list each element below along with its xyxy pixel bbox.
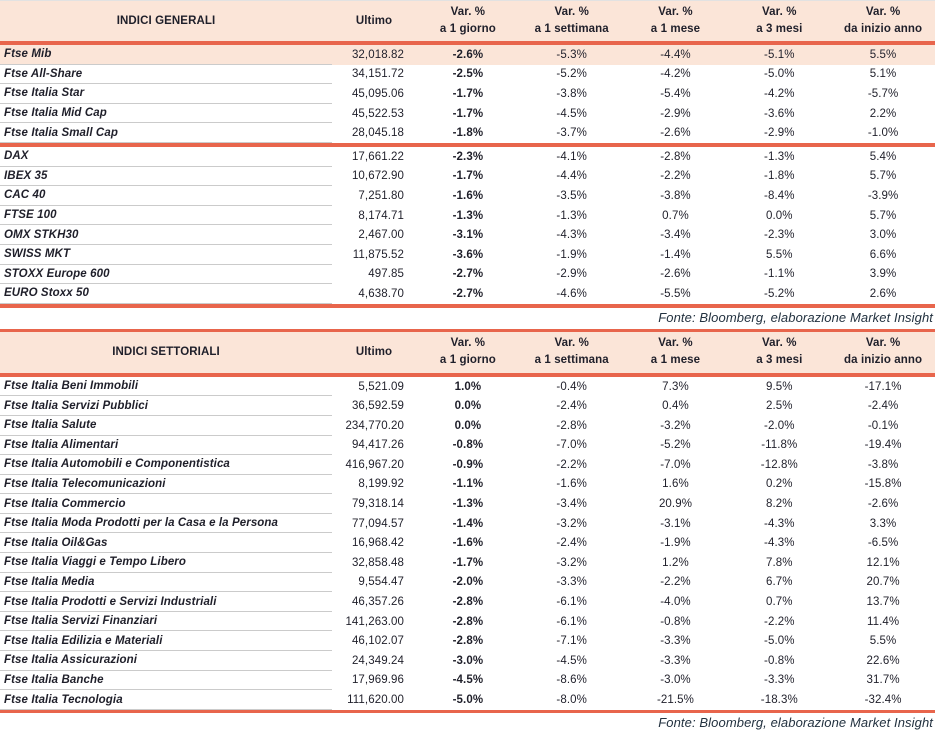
col-header-var — [727, 1, 831, 41]
var-value: 5.5% — [869, 635, 897, 648]
var-value: -3.1% — [660, 517, 691, 530]
table-header-row — [0, 332, 935, 373]
var-value: -4.1% — [556, 150, 587, 163]
index-name: Ftse Italia Servizi Finanziari — [0, 612, 332, 632]
source-note: Fonte: Bloomberg, elaborazione Market Insight — [658, 714, 933, 730]
table-row — [0, 533, 935, 553]
col-header-var-line1: Var. % — [762, 5, 797, 18]
var-value: -2.4% — [556, 537, 587, 550]
col-header-var-line2: da inizio anno — [844, 354, 923, 367]
var-value: -1.7% — [452, 107, 484, 120]
ultimo-value: 2,467.00 — [358, 229, 404, 242]
var-value: -7.1% — [556, 635, 587, 648]
ultimo-value: 10,672.90 — [351, 170, 404, 183]
var-value: -3.1% — [452, 229, 484, 242]
ultimo-value: 416,967.20 — [345, 458, 404, 471]
var-value: -5.0% — [452, 694, 484, 707]
var-value: -2.6% — [867, 498, 899, 511]
var-value: -4.4% — [660, 48, 691, 61]
table-row — [0, 553, 935, 573]
var-value: 0.7% — [765, 596, 793, 609]
var-value: 20.9% — [658, 498, 693, 511]
var-value: -2.3% — [452, 150, 484, 163]
var-value: -4.3% — [556, 229, 587, 242]
var-value: 12.1% — [866, 556, 900, 569]
col-header-var — [624, 1, 728, 41]
ultimo-value: 45,522.53 — [351, 107, 404, 120]
index-name: Ftse Italia Alimentari — [0, 436, 332, 456]
var-value: -7.0% — [660, 458, 691, 471]
var-value: -2.8% — [660, 150, 691, 163]
var-value: -1.6% — [452, 189, 484, 202]
var-value: -0.8% — [660, 615, 691, 628]
table-header-row — [0, 0, 935, 41]
table-row — [0, 514, 935, 534]
var-value: -5.2% — [764, 287, 795, 300]
var-value: -8.4% — [764, 189, 795, 202]
var-value: -1.9% — [660, 537, 691, 550]
index-name: Ftse Italia Servizi Pubblici — [0, 396, 332, 416]
source-note: Fonte: Bloomberg, elaborazione Market Insight — [658, 309, 933, 325]
var-value: -1.8% — [764, 170, 795, 183]
col-header-var-line2: a 3 mesi — [756, 354, 803, 367]
var-value: -3.8% — [867, 458, 899, 471]
index-name: Ftse Italia Commercio — [0, 494, 332, 514]
ultimo-value: 4,638.70 — [358, 287, 404, 300]
var-value: -2.7% — [452, 287, 484, 300]
var-value: -1.6% — [556, 478, 587, 491]
var-value: 2.6% — [869, 287, 897, 300]
var-value: 31.7% — [866, 674, 900, 687]
col-header-var-line1: Var. % — [658, 5, 693, 18]
index-name: Ftse Mib — [0, 45, 332, 65]
table-row — [0, 65, 935, 85]
var-value: -6.5% — [867, 537, 899, 550]
var-value: -2.9% — [556, 268, 587, 281]
var-value: 5.4% — [869, 150, 897, 163]
var-value: 5.5% — [869, 48, 897, 61]
var-value: 2.2% — [869, 107, 897, 120]
var-value: -2.2% — [556, 458, 587, 471]
ultimo-value: 111,620.00 — [347, 694, 404, 707]
ultimo-value: 8,174.71 — [358, 209, 404, 222]
table-title: INDICI SETTORIALI — [112, 346, 220, 359]
ultimo-value: 94,417.26 — [351, 439, 404, 452]
var-value: -2.0% — [764, 419, 795, 432]
index-name: Ftse Italia Viaggi e Tempo Libero — [0, 553, 332, 573]
table-row — [0, 225, 935, 245]
var-value: 3.0% — [869, 229, 897, 242]
var-value: -2.9% — [660, 107, 691, 120]
var-value: -5.7% — [867, 87, 899, 100]
index-name: Ftse Italia Assicurazioni — [0, 651, 332, 671]
ultimo-value: 46,102.07 — [351, 635, 404, 648]
table-row — [0, 84, 935, 104]
var-value: -5.2% — [660, 439, 691, 452]
var-value: -1.4% — [452, 517, 484, 530]
col-header-var — [416, 332, 520, 373]
table-row — [0, 245, 935, 265]
table-row — [0, 167, 935, 187]
table-row — [0, 573, 935, 593]
var-value: -3.0% — [452, 654, 484, 667]
table-row — [0, 45, 935, 65]
index-name: Ftse Italia Moda Prodotti per la Casa e la Persona — [0, 514, 332, 534]
var-value: -19.4% — [864, 439, 902, 452]
var-value: -4.5% — [556, 654, 587, 667]
var-value: -4.4% — [556, 170, 587, 183]
ultimo-value: 7,251.80 — [358, 189, 404, 202]
var-value: -1.1% — [764, 268, 795, 281]
table-row — [0, 494, 935, 514]
index-name: Ftse All-Share — [0, 65, 332, 85]
var-value: -5.5% — [660, 287, 691, 300]
var-value: -2.8% — [452, 615, 484, 628]
ultimo-value: 9,554.47 — [358, 576, 404, 589]
var-value: -1.3% — [452, 209, 484, 222]
var-value: -2.8% — [452, 635, 484, 648]
index-name: SWISS MKT — [0, 245, 332, 265]
index-name: Ftse Italia Media — [0, 573, 332, 593]
ultimo-value: 11,875.52 — [352, 248, 404, 261]
var-value: -2.4% — [556, 400, 587, 413]
var-value: -2.6% — [660, 127, 691, 140]
ultimo-value: 28,045.18 — [351, 127, 404, 140]
index-name: Ftse Italia Tecnologia — [0, 690, 332, 710]
col-header-var — [520, 1, 624, 41]
ultimo-value: 32,018.82 — [351, 48, 404, 61]
index-name: IBEX 35 — [0, 167, 332, 187]
var-value: -2.4% — [867, 400, 899, 413]
var-value: 0.0% — [765, 209, 793, 222]
col-header-var-line2: a 1 mese — [650, 354, 701, 367]
ultimo-value: 16,968.42 — [351, 537, 404, 550]
var-value: -11.8% — [761, 439, 798, 452]
table-row — [0, 377, 935, 397]
index-name: Ftse Italia Salute — [0, 416, 332, 436]
var-value: -2.3% — [764, 229, 795, 242]
table-row — [0, 455, 935, 475]
var-value: -1.1% — [452, 478, 484, 491]
var-value: 3.3% — [869, 517, 897, 530]
index-name: Ftse Italia Telecomunicazioni — [0, 475, 332, 495]
col-header-var-line1: Var. % — [762, 337, 797, 349]
table-row — [0, 396, 935, 416]
var-value: -18.3% — [760, 694, 798, 707]
var-value: -4.3% — [764, 517, 795, 530]
ultimo-value: 234,770.20 — [345, 419, 404, 432]
var-value: 5.5% — [765, 248, 793, 261]
var-value: -3.2% — [556, 517, 587, 530]
var-value: -1.4% — [660, 248, 691, 261]
var-value: -5.0% — [764, 635, 795, 648]
ultimo-value: 497.85 — [368, 268, 404, 281]
ultimo-value: 77,094.57 — [351, 517, 404, 530]
var-value: 7.3% — [662, 380, 689, 393]
table-title: INDICI GENERALI — [116, 15, 216, 27]
var-value: -2.2% — [660, 170, 691, 183]
var-value: -2.6% — [660, 268, 691, 281]
var-value: 7.8% — [765, 556, 793, 569]
table-indici-settoriali — [0, 329, 935, 734]
var-value: -1.3% — [556, 209, 587, 222]
table-row — [0, 592, 935, 612]
index-name: Ftse Italia Prodotti e Servizi Industriali — [0, 592, 332, 612]
var-value: -4.5% — [556, 107, 587, 120]
table-row — [0, 436, 935, 456]
table-row — [0, 206, 935, 226]
col-header-ultimo: Ultimo — [355, 15, 393, 27]
var-value: -7.0% — [556, 439, 587, 452]
index-name: Ftse Italia Small Cap — [0, 123, 332, 143]
table-row — [0, 671, 935, 691]
col-header-var — [624, 332, 728, 373]
col-header-var-line1: Var. % — [450, 5, 486, 18]
index-name: Ftse Italia Star — [0, 84, 332, 104]
var-value: 0.4% — [662, 400, 689, 413]
table-row — [0, 123, 935, 143]
var-value: -21.5% — [656, 694, 695, 707]
index-name: Ftse Italia Banche — [0, 671, 332, 691]
var-value: -5.2% — [556, 68, 587, 81]
index-name: Ftse Italia Oil&Gas — [0, 533, 332, 553]
var-value: -3.8% — [660, 189, 691, 202]
col-header-var-line1: Var. % — [554, 5, 589, 18]
var-value: 13.7% — [866, 596, 900, 609]
var-value: -3.5% — [556, 189, 587, 202]
col-header-var — [831, 332, 935, 373]
var-value: -2.8% — [556, 419, 587, 432]
col-header-var-line2: a 1 mese — [650, 23, 701, 35]
var-value: -6.1% — [556, 596, 587, 609]
index-name: Ftse Italia Mid Cap — [0, 104, 332, 124]
var-value: -3.6% — [452, 248, 484, 261]
var-value: 2.5% — [765, 400, 793, 413]
var-value: 1.2% — [662, 556, 689, 569]
col-header-var-line1: Var. % — [658, 337, 693, 349]
ultimo-value: 34,151.72 — [351, 68, 404, 81]
var-value: -4.2% — [764, 87, 795, 100]
var-value: -0.4% — [556, 380, 587, 393]
index-name: Ftse Italia Beni Immobili — [0, 377, 332, 397]
col-header-var-line1: Var. % — [450, 337, 486, 349]
ultimo-value: 141,263.00 — [345, 615, 404, 628]
var-value: -1.9% — [556, 248, 587, 261]
var-value: 5.7% — [869, 170, 897, 183]
col-header-var-line1: Var. % — [865, 5, 901, 18]
index-name: DAX — [0, 147, 332, 167]
ultimo-value: 32,858.48 — [351, 556, 404, 569]
var-value: -1.3% — [452, 498, 484, 511]
var-value: -3.7% — [556, 127, 587, 140]
var-value: -32.4% — [864, 694, 902, 707]
var-value: -2.7% — [452, 268, 484, 281]
var-value: -3.0% — [660, 674, 691, 687]
ultimo-value: 46,357.26 — [351, 596, 404, 609]
var-value: -3.2% — [556, 556, 587, 569]
ultimo-value: 45,095.06 — [351, 87, 404, 100]
var-value: -8.0% — [556, 694, 587, 707]
var-value: -2.2% — [660, 576, 691, 589]
var-value: -4.5% — [452, 674, 484, 687]
table-row — [0, 475, 935, 495]
var-value: -5.0% — [764, 68, 795, 81]
var-value: -2.6% — [452, 48, 484, 61]
var-value: -4.3% — [764, 537, 795, 550]
var-value: 0.2% — [765, 478, 793, 491]
var-value: -2.8% — [452, 596, 484, 609]
ultimo-value: 17,969.96 — [351, 674, 404, 687]
col-header-var-line2: da inizio anno — [844, 23, 923, 35]
var-value: -1.7% — [452, 170, 484, 183]
table-body — [0, 45, 935, 304]
table-row — [0, 631, 935, 651]
col-header-ultimo: Ultimo — [355, 346, 393, 359]
col-header-var-line1: Var. % — [554, 337, 589, 349]
var-value: 20.7% — [866, 576, 900, 589]
var-value: 5.7% — [869, 209, 897, 222]
index-name: Ftse Italia Automobili e Componentistica — [0, 455, 332, 475]
index-name: EURO Stoxx 50 — [0, 284, 332, 304]
var-value: -1.8% — [452, 127, 484, 140]
var-value: -17.1% — [864, 380, 902, 393]
var-value: -15.8% — [864, 478, 902, 491]
var-value: -8.6% — [556, 674, 587, 687]
var-value: -1.6% — [452, 537, 484, 550]
table-row — [0, 612, 935, 632]
var-value: -5.1% — [764, 48, 795, 61]
var-value: 9.5% — [765, 380, 793, 393]
var-value: 6.6% — [869, 248, 897, 261]
index-name: Ftse Italia Edilizia e Materiali — [0, 631, 332, 651]
var-value: -2.0% — [452, 576, 484, 589]
var-value: -2.5% — [452, 68, 484, 81]
var-value: -3.4% — [556, 498, 587, 511]
var-value: -5.4% — [660, 87, 691, 100]
var-value: -2.9% — [764, 127, 795, 140]
index-name: FTSE 100 — [0, 206, 332, 226]
var-value: -3.3% — [660, 635, 691, 648]
var-value: -3.6% — [764, 107, 795, 120]
var-value: -5.3% — [556, 48, 587, 61]
var-value: -1.7% — [452, 556, 484, 569]
table-row — [0, 284, 935, 304]
var-value: -4.2% — [660, 68, 691, 81]
table-body — [0, 377, 935, 710]
var-value: 5.1% — [869, 68, 897, 81]
var-value: -1.0% — [867, 127, 899, 140]
var-value: 1.6% — [662, 478, 689, 491]
index-name: CAC 40 — [0, 186, 332, 206]
var-value: 1.0% — [454, 380, 482, 393]
var-value: 8.2% — [765, 498, 793, 511]
ultimo-value: 24,349.24 — [351, 654, 404, 667]
ultimo-value: 5,521.09 — [358, 380, 404, 393]
var-value: -3.3% — [764, 674, 795, 687]
var-value: 0.0% — [454, 419, 482, 432]
table-row — [0, 651, 935, 671]
col-header-var-line2: a 1 giorno — [439, 23, 496, 35]
var-value: -0.1% — [867, 419, 899, 432]
var-value: 6.7% — [765, 576, 793, 589]
var-value: -3.8% — [556, 87, 587, 100]
ultimo-value: 36,592.59 — [351, 400, 404, 413]
var-value: -0.8% — [452, 439, 484, 452]
col-header-var — [416, 1, 520, 41]
ultimo-value: 79,318.14 — [351, 498, 404, 511]
table-row — [0, 186, 935, 206]
table-row — [0, 416, 935, 436]
table-row — [0, 147, 935, 167]
col-header-var-line1: Var. % — [865, 337, 901, 349]
var-value: -1.3% — [764, 150, 795, 163]
col-header-var — [831, 1, 935, 41]
var-value: 0.0% — [454, 400, 482, 413]
var-value: -3.3% — [556, 576, 587, 589]
var-value: -12.8% — [760, 458, 798, 471]
var-value: -0.8% — [764, 654, 795, 667]
var-value: -1.7% — [452, 87, 484, 100]
table-row — [0, 104, 935, 124]
col-header-var-line2: a 1 settimana — [534, 23, 609, 35]
table-row — [0, 265, 935, 285]
col-header-var-line2: a 1 giorno — [439, 354, 496, 367]
var-value: -3.4% — [660, 229, 691, 242]
var-value: -3.3% — [660, 654, 691, 667]
var-value: -6.1% — [556, 615, 587, 628]
var-value: 11.4% — [866, 615, 900, 628]
var-value: -0.9% — [452, 458, 484, 471]
var-value: -4.0% — [660, 596, 691, 609]
var-value: 22.6% — [866, 654, 900, 667]
ultimo-value: 8,199.92 — [358, 478, 404, 491]
var-value: -3.9% — [867, 189, 899, 202]
table-row — [0, 690, 935, 710]
col-header-var — [520, 332, 624, 373]
col-header-var-line2: a 1 settimana — [534, 354, 609, 367]
var-value: 0.7% — [662, 209, 689, 222]
var-value: -2.2% — [764, 615, 795, 628]
index-name: STOXX Europe 600 — [0, 265, 332, 285]
ultimo-value: 17,661.22 — [351, 150, 404, 163]
col-header-var — [727, 332, 831, 373]
col-header-var-line2: a 3 mesi — [756, 23, 803, 35]
index-name: OMX STKH30 — [0, 225, 332, 245]
var-value: 3.9% — [869, 268, 897, 281]
var-value: -4.6% — [556, 287, 587, 300]
table-indici-generali — [0, 0, 935, 329]
var-value: -3.2% — [660, 419, 691, 432]
